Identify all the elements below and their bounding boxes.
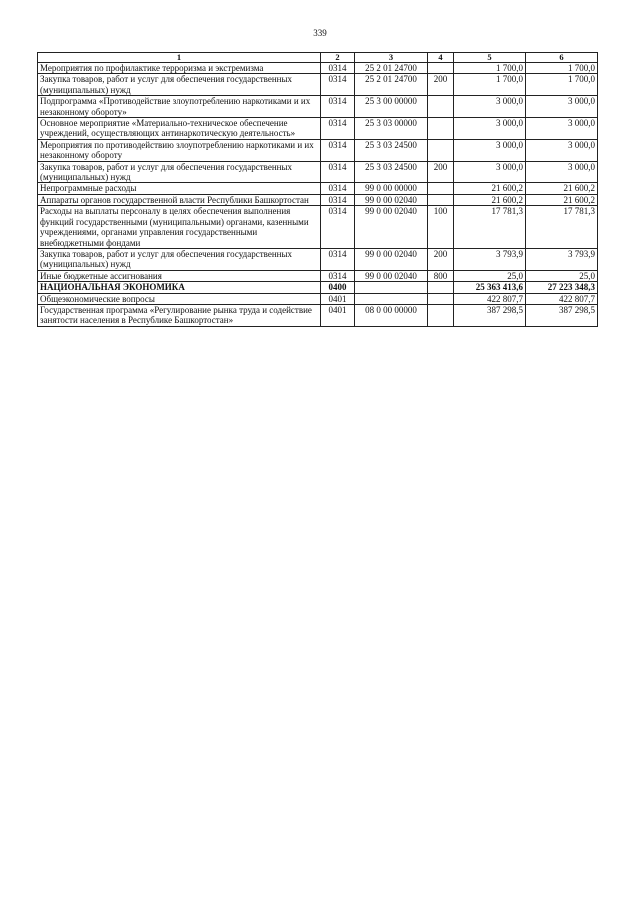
table-row <box>38 194 598 205</box>
cell-section: 0314 <box>321 194 355 205</box>
cell-name: Непрограммные расходы <box>38 183 321 194</box>
cell-amount-year1: 21 600,2 <box>454 194 526 205</box>
cell-amount-year1: 422 807,7 <box>454 293 526 304</box>
cell-name: Расходы на выплаты персоналу в целях обеспечения выполнения функций государственными (муниципальными) органами, казенными учреждениями, органами управления государственными внебюджетными фондами <box>38 206 321 249</box>
cell-csr: 99 0 00 02040 <box>355 270 428 281</box>
cell-amount-year1: 3 000,0 <box>454 161 526 183</box>
table-row <box>38 139 598 161</box>
page-number: 339 <box>313 28 327 38</box>
cell-amount-year2: 21 600,2 <box>526 194 598 205</box>
cell-section: 0314 <box>321 161 355 183</box>
cell-vr: 800 <box>428 270 454 281</box>
cell-name: Подпрограмма «Противодействие злоупотреблению наркотиками и их незаконному обороту» <box>38 96 321 118</box>
header-cell-vr: 4 <box>428 53 454 63</box>
cell-name: Закупка товаров, работ и услуг для обеспечения государственных (муниципальных) нужд <box>38 74 321 96</box>
cell-amount-year1: 25 363 413,6 <box>454 282 526 293</box>
cell-amount-year1: 3 793,9 <box>454 248 526 270</box>
cell-vr: 200 <box>428 248 454 270</box>
cell-amount-year2: 387 298,5 <box>526 304 598 326</box>
cell-amount-year1: 1 700,0 <box>454 74 526 96</box>
cell-amount-year2: 21 600,2 <box>526 183 598 194</box>
cell-amount-year2: 25,0 <box>526 270 598 281</box>
cell-csr: 25 2 01 24700 <box>355 74 428 96</box>
cell-amount-year1: 3 000,0 <box>454 118 526 140</box>
cell-csr: 08 0 00 00000 <box>355 304 428 326</box>
cell-vr: 200 <box>428 74 454 96</box>
cell-amount-year2: 1 700,0 <box>526 63 598 74</box>
table-row <box>38 74 598 96</box>
cell-amount-year1: 25,0 <box>454 270 526 281</box>
cell-amount-year2: 422 807,7 <box>526 293 598 304</box>
header-row <box>38 53 598 63</box>
cell-vr <box>428 63 454 74</box>
cell-section: 0401 <box>321 293 355 304</box>
cell-csr: 25 2 01 24700 <box>355 63 428 74</box>
cell-csr: 99 0 00 02040 <box>355 194 428 205</box>
cell-csr: 99 0 00 02040 <box>355 248 428 270</box>
cell-csr: 99 0 00 00000 <box>355 183 428 194</box>
cell-section: 0314 <box>321 248 355 270</box>
cell-name: Закупка товаров, работ и услуг для обеспечения государственных (муниципальных) нужд <box>38 248 321 270</box>
cell-section: 0314 <box>321 270 355 281</box>
cell-name: Аппараты органов государственной власти Республики Башкортостан <box>38 194 321 205</box>
cell-name: Мероприятия по противодействию злоупотреблению наркотиками и их незаконному обороту <box>38 139 321 161</box>
cell-vr <box>428 118 454 140</box>
cell-csr: 99 0 00 02040 <box>355 206 428 249</box>
cell-section: 0401 <box>321 304 355 326</box>
cell-name: Иные бюджетные ассигнования <box>38 270 321 281</box>
cell-amount-year2: 1 700,0 <box>526 74 598 96</box>
cell-name: Закупка товаров, работ и услуг для обеспечения государственных (муниципальных) нужд <box>38 161 321 183</box>
cell-amount-year2: 3 793,9 <box>526 248 598 270</box>
table-row <box>38 304 598 326</box>
cell-vr <box>428 96 454 118</box>
table-row <box>38 161 598 183</box>
cell-amount-year1: 1 700,0 <box>454 63 526 74</box>
cell-section: 0314 <box>321 96 355 118</box>
cell-vr <box>428 304 454 326</box>
cell-section: 0314 <box>321 139 355 161</box>
table-row <box>38 270 598 281</box>
table-row <box>38 248 598 270</box>
cell-vr: 200 <box>428 161 454 183</box>
cell-amount-year2: 3 000,0 <box>526 118 598 140</box>
table-row <box>38 96 598 118</box>
cell-amount-year2: 27 223 348,3 <box>526 282 598 293</box>
cell-csr: 25 3 03 24500 <box>355 161 428 183</box>
cell-csr <box>355 293 428 304</box>
header-cell-year2: 6 <box>526 53 598 63</box>
table-row <box>38 183 598 194</box>
header-cell-year1: 5 <box>454 53 526 63</box>
cell-amount-year1: 3 000,0 <box>454 139 526 161</box>
cell-vr <box>428 194 454 205</box>
cell-vr <box>428 293 454 304</box>
cell-name: Общеэкономические вопросы <box>38 293 321 304</box>
header-cell-csr: 3 <box>355 53 428 63</box>
table-row <box>38 282 598 293</box>
cell-amount-year1: 17 781,3 <box>454 206 526 249</box>
cell-amount-year1: 387 298,5 <box>454 304 526 326</box>
cell-amount-year2: 3 000,0 <box>526 161 598 183</box>
cell-amount-year1: 3 000,0 <box>454 96 526 118</box>
cell-vr <box>428 139 454 161</box>
cell-name: Государственная программа «Регулирование рынка труда и содействие занятости населения в Республике Башкортостан» <box>38 304 321 326</box>
cell-section: 0400 <box>321 282 355 293</box>
budget-table <box>37 52 598 327</box>
cell-section: 0314 <box>321 63 355 74</box>
header-cell-section: 2 <box>321 53 355 63</box>
cell-csr: 25 3 03 00000 <box>355 118 428 140</box>
cell-section: 0314 <box>321 206 355 249</box>
table-row <box>38 63 598 74</box>
cell-csr: 25 3 00 00000 <box>355 96 428 118</box>
cell-vr <box>428 282 454 293</box>
table-row <box>38 293 598 304</box>
table-row <box>38 206 598 249</box>
cell-vr <box>428 183 454 194</box>
cell-name: НАЦИОНАЛЬНАЯ ЭКОНОМИКА <box>38 282 321 293</box>
cell-amount-year2: 3 000,0 <box>526 139 598 161</box>
cell-vr: 100 <box>428 206 454 249</box>
cell-amount-year2: 3 000,0 <box>526 96 598 118</box>
header-cell-name: 1 <box>38 53 321 63</box>
cell-section: 0314 <box>321 74 355 96</box>
cell-section: 0314 <box>321 118 355 140</box>
table-row <box>38 118 598 140</box>
cell-section: 0314 <box>321 183 355 194</box>
cell-csr <box>355 282 428 293</box>
cell-amount-year1: 21 600,2 <box>454 183 526 194</box>
cell-amount-year2: 17 781,3 <box>526 206 598 249</box>
cell-name: Мероприятия по профилактике терроризма и экстремизма <box>38 63 321 74</box>
cell-name: Основное мероприятие «Материально-техническое обеспечение учреждений, осуществляющих антинаркотическую деятельность» <box>38 118 321 140</box>
cell-csr: 25 3 03 24500 <box>355 139 428 161</box>
